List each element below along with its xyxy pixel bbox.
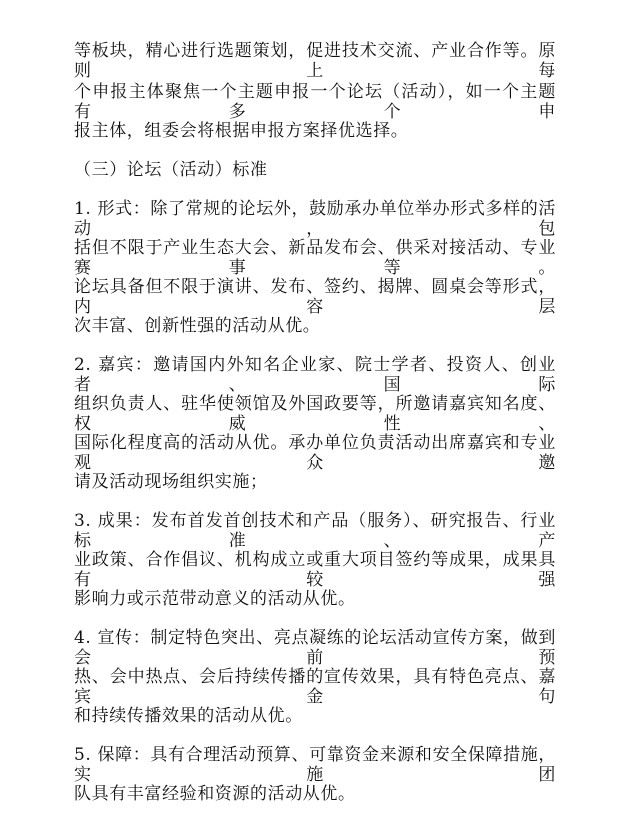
section-heading-3: （三）论坛（活动）标准 [74, 160, 268, 180]
text-line-2: 个申报主体聚焦一个主题申报一个论坛（活动），如一个主题有多个申 [74, 82, 556, 122]
text-line-12: 请及活动现场组织实施； [74, 472, 268, 492]
text-line-9: 2. 嘉宾：邀请国内外知名企业家、院士学者、投资人、创业者、国际 [74, 355, 556, 395]
text-line-18: 和持续传播效果的活动从优。 [74, 706, 303, 726]
text-line-14: 业政策、合作倡议、机构成立或重大项目签约等成果，成果具有较强 [74, 550, 556, 590]
text-line-11: 国际化程度高的活动从优。承办单位负责活动出席嘉宾和专业观众邀 [74, 433, 556, 473]
text-line-1: 等板块，精心进行选题策划，促进技术交流、产业合作等。原则上每 [74, 41, 556, 81]
text-line-20: 队具有丰富经验和资源的活动从优。 [74, 784, 356, 804]
text-line-6: 括但不限于产业生态大会、新品发布会、供采对接活动、专业赛事等。 [74, 238, 556, 278]
text-line-8: 次丰富、创新性强的活动从优。 [74, 316, 321, 336]
text-line-16: 4. 宣传：制定特色突出、亮点凝练的论坛活动宣传方案，做到会前预 [74, 628, 556, 668]
text-line-19: 5. 保障：具有合理活动预算、可靠资金来源和安全保障措施，实施团 [74, 745, 556, 785]
text-line-15: 影响力或示范带动意义的活动从优。 [74, 589, 356, 609]
text-line-3: 报主体，组委会将根据申报方案择优选择。 [74, 121, 409, 141]
text-line-5: 1. 形式：除了常规的论坛外，鼓励承办单位举办形式多样的活动，包 [74, 199, 556, 239]
text-line-7: 论坛具备但不限于演讲、发布、签约、揭牌、圆桌会等形式，内容层 [74, 277, 556, 317]
text-line-10: 组织负责人、驻华使领馆及外国政要等，所邀请嘉宾知名度、权威性、 [74, 394, 556, 434]
text-line-17: 热、会中热点、会后持续传播的宣传效果，具有特色亮点、嘉宾金句 [74, 667, 556, 707]
text-line-13: 3. 成果：发布首发首创技术和产品（服务）、研究报告、行业标准、产 [74, 511, 556, 551]
